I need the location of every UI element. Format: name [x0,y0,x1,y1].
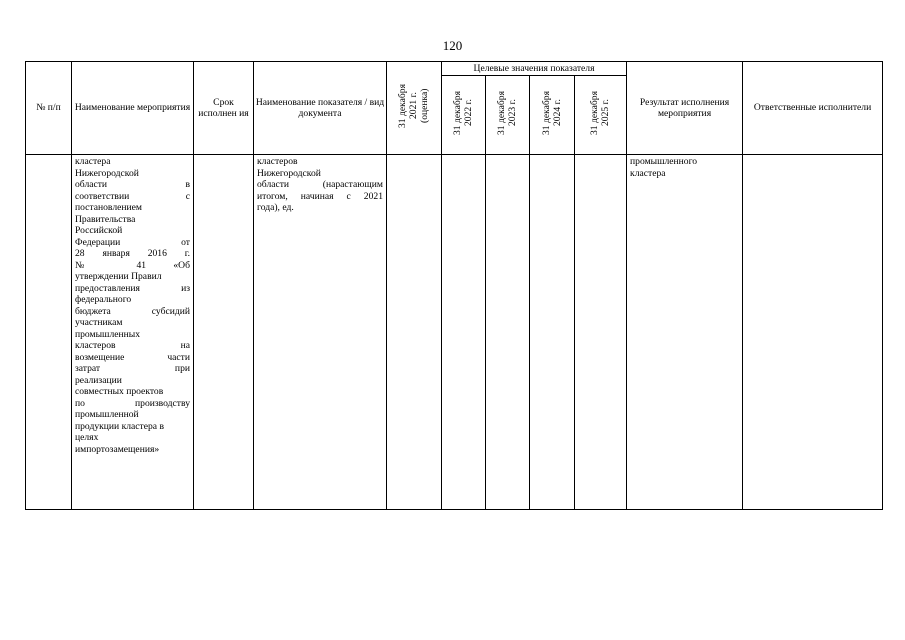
cell-year-2024 [530,155,575,510]
text-line: импортозамещения» [75,443,160,455]
cell-indicator [254,155,387,510]
header-year-2023-text [496,91,518,135]
text-line: области в [75,179,190,190]
header-deadline: Срок исполнен ия [194,62,254,155]
header-year-2025-text [589,91,611,135]
header-result: Результат исполнения мероприятия [627,62,743,155]
header-responsible: Ответственные исполнители [743,62,883,155]
cell-deadline [194,155,254,510]
header-year-2024-line-2: 2024 г. [552,99,563,127]
cell-year-2021 [387,155,442,510]
text-line: промышленного [630,156,698,167]
text-line: продукции кластера в [75,420,164,432]
header-year-2021-line-3: (оценка) [419,89,431,124]
header-year-2023-line-2: 2023 г. [507,99,519,127]
text-line: предоставления из [75,282,190,294]
table-row [26,155,883,510]
header-year-2021-line-1: 31 декабря [397,84,409,129]
header-num: № п/п [26,62,72,155]
header-event-name: Наименование мероприятия [72,62,194,155]
text-line: Нижегородской [75,167,139,179]
text-line: № 41 «Об [75,259,190,271]
text-line: 28 января 2016 г. [75,248,190,259]
text-line: целях [75,432,99,443]
event-name-text [75,156,190,455]
text-line: реализации [75,374,122,386]
header-year-2024 [530,76,575,155]
header-year-2025-line-2: 2025 г. [600,99,612,127]
text-line: промышленных [75,328,141,340]
text-line: Нижегородской [257,167,321,179]
header-year-2024-text [541,91,563,135]
result-text [630,156,739,179]
text-line: утверждении Правил [75,271,162,282]
header-year-2023 [486,76,530,155]
text-line: затрат при [75,363,190,374]
text-line: возмещение части [75,351,190,363]
cell-year-2022 [442,155,486,510]
text-line: по производству [75,397,190,409]
text-line: кластеров на [75,340,190,351]
page-number: 120 [442,38,463,53]
header-year-2024-line-1: 31 декабря [540,91,552,136]
text-line: соответствии с [75,190,190,202]
text-line: итогом, начиная с 2021 [257,190,383,202]
cell-year-2025 [575,155,627,510]
cell-result [627,155,743,510]
text-line: года), ед. [257,202,294,213]
text-line: участникам [75,317,123,328]
text-line: кластера [75,156,111,167]
header-year-2022 [442,76,486,155]
header-indicator: Наименование показателя / вид документа [254,62,387,155]
activities-table [25,61,883,510]
header-year-2022-line-2: 2022 г. [463,99,475,127]
text-line: федерального [75,294,132,305]
header-target-values: Целевые значения показателя [442,62,627,76]
text-line: бюджета субсидий [75,305,190,317]
text-line: Федерации от [75,236,190,248]
text-line: кластера [630,167,666,179]
cell-responsible [743,155,883,510]
header-year-2021-text [397,84,430,128]
indicator-text [257,156,383,214]
header-year-2025-line-1: 31 декабря [589,91,601,136]
cell-year-2023 [486,155,530,510]
text-line: кластеров [257,156,298,167]
text-line: Российской [75,225,123,236]
header-year-2022-line-1: 31 декабря [452,91,464,136]
header-year-2025 [575,76,627,155]
cell-event-name [72,155,194,510]
cell-num [26,155,72,510]
text-line: области (нарастающим [257,179,383,190]
header-year-2023-line-1: 31 декабря [496,91,508,136]
header-year-2021 [387,62,442,155]
text-line: Правительства [75,213,136,225]
text-line: промышленной [75,409,139,420]
header-year-2021-line-2: 2021 г. [408,92,420,120]
text-line: совместных проектов [75,386,164,397]
text-line: постановлением [75,202,142,213]
header-year-2022-text [452,91,474,135]
